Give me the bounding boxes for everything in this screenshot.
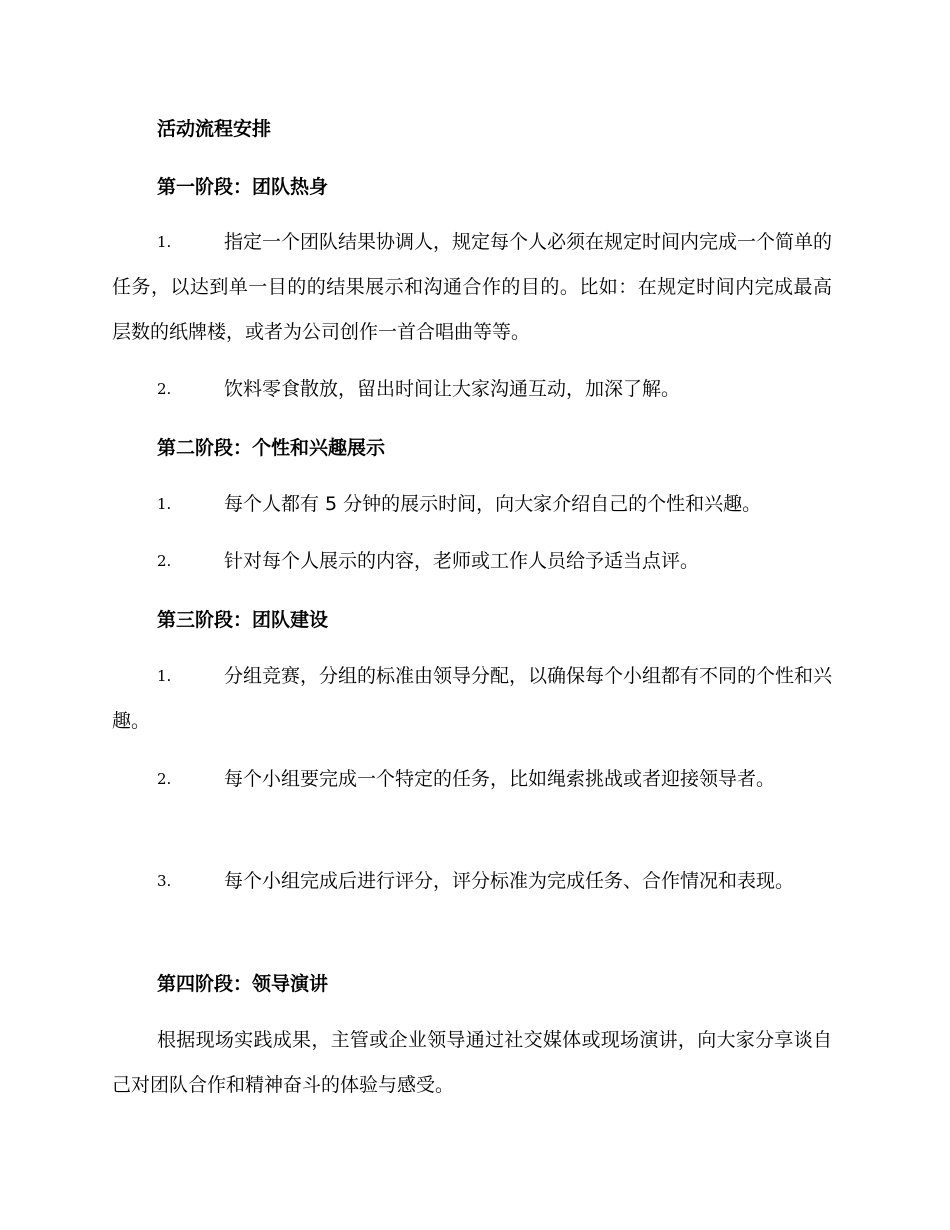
list-item-number: 1. [157, 667, 172, 685]
list-item-number: 2. [157, 552, 172, 570]
list-item-text: 每个小组要完成一个特定的任务，比如绳索挑战或者迎接领导者。 [224, 768, 776, 790]
section-heading-3: 第三阶段：团队建设 [157, 609, 329, 631]
list-item [112, 654, 832, 744]
list-item-text: 饮料零食散放，留出时间让大家沟通互动，加深了解。 [224, 378, 681, 400]
section-heading-4: 第四阶段：领导演讲 [157, 973, 329, 995]
document-title: 活动流程安排 [157, 118, 272, 140]
list-item-number: 1. [157, 495, 172, 513]
list-item-number: 1. [157, 233, 172, 251]
list-item [112, 757, 832, 802]
list-item-text: 每个人都有 5 分钟的展示时间，向大家介绍自己的个性和兴趣。 [224, 493, 762, 515]
list-item-number: 3. [157, 872, 172, 890]
list-item-number: 2. [157, 380, 172, 398]
list-item [112, 539, 832, 584]
list-item-text: 针对每个人展示的内容，老师或工作人员给予适当点评。 [224, 550, 700, 572]
list-item-text: 分组竞赛，分组的标准由领导分配，以确保每个小组都有不同的个性和兴趣。 [112, 665, 833, 732]
list-item-number: 2. [157, 770, 172, 788]
list-item [112, 482, 832, 527]
list-item [112, 220, 832, 355]
list-item [112, 859, 832, 904]
section-heading-1: 第一阶段：团队热身 [157, 176, 329, 198]
section-paragraph: 根据现场实践成果，主管或企业领导通过社交媒体或现场演讲，向大家分享谈自己对团队合作和精神奋斗的体验与感受。 [112, 1029, 832, 1096]
list-item-text: 每个小组完成后进行评分，评分标准为完成任务、合作情况和表现。 [224, 870, 795, 892]
section-heading-2: 第二阶段：个性和兴趣展示 [157, 437, 386, 459]
list-item [112, 367, 832, 412]
list-item-text: 指定一个团队结果协调人，规定每个人必须在规定时间内完成一个简单的任务，以达到单一目的的结果展示和沟通合作的目的。比如：在规定时间内完成最高层数的纸牌楼，或者为公司创作一首合唱曲等等。 [112, 231, 833, 343]
